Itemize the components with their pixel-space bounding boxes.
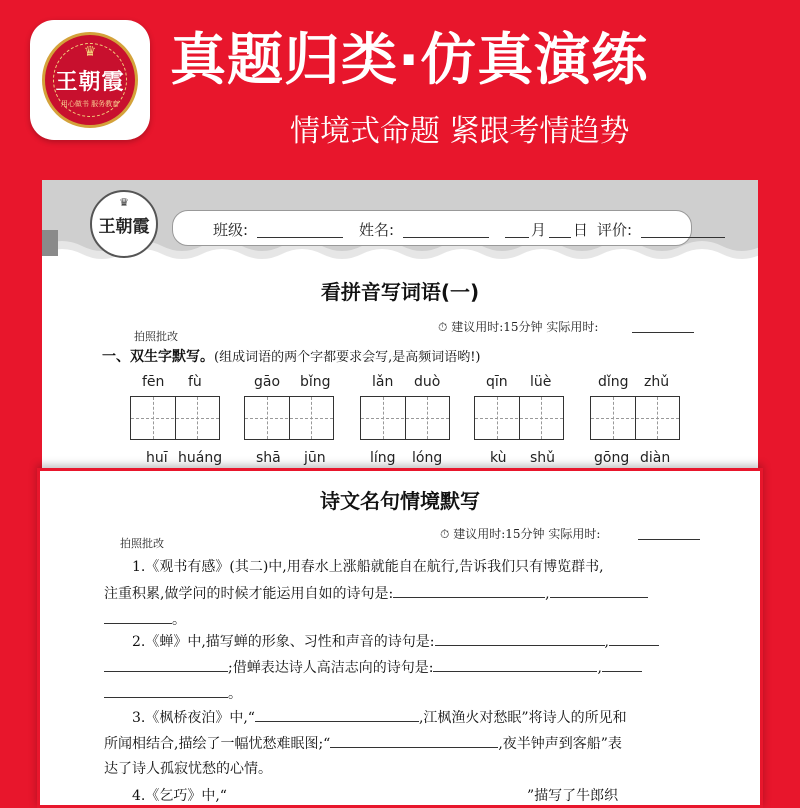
month-field[interactable] <box>505 237 529 238</box>
side-tab <box>42 230 58 256</box>
q3-line-2-a: 所闻相结合,描绘了一幅忧愁难眠图;“ <box>104 736 331 752</box>
q2-sep-2: , <box>597 660 602 676</box>
q2-blank-1[interactable] <box>435 631 605 646</box>
pinyin-8-a: líng <box>370 450 396 466</box>
q3-line-3: 达了诗人孤寂忧愁的心情。 <box>104 761 272 777</box>
pinyin-2-a: gāo <box>254 374 281 390</box>
timer-icon: ⏱ <box>440 527 450 541</box>
pinyin-9-b: shǔ <box>530 450 556 466</box>
pinyin-3-a: lǎn <box>372 374 394 390</box>
q1-line-1: 1.《观书有感》(其二)中,用春水上涨船就能自在航行,告诉我们只有博览群书, <box>132 559 604 575</box>
pinyin-10-a: gōng <box>594 450 630 466</box>
name-label: 姓名: <box>359 221 395 239</box>
poem-scan-label: 拍照批改 <box>120 537 164 550</box>
pinyin-8-b: lóng <box>412 450 443 466</box>
class-field[interactable] <box>257 237 343 238</box>
q2-line-1-text: 2.《蝉》中,描写蝉的形象、习性和声音的诗句是: <box>132 634 435 650</box>
eval-field[interactable] <box>641 237 725 238</box>
pinyin-6-b: huáng <box>178 450 223 466</box>
pinyin-3-b: duò <box>414 374 441 390</box>
time-note <box>438 318 598 335</box>
q2-mid: ;借蝉表达诗人高洁志向的诗句是: <box>228 660 434 676</box>
q4-line-1-b: ”描写了牛郎织 <box>526 788 619 804</box>
section-heading-text: 一、双生字默写。 <box>102 349 214 365</box>
writing-grid-2[interactable] <box>244 396 334 440</box>
worksheet-seal <box>90 190 158 258</box>
headline: 真题归类·仿真演练 <box>170 28 649 93</box>
day-field[interactable] <box>549 237 571 238</box>
q2-blank-2[interactable] <box>609 631 659 646</box>
timer-icon: ⏱ <box>438 320 448 334</box>
worksheet-seal-text: 王朝霞 <box>98 217 150 237</box>
q1-blank-3[interactable] <box>104 609 172 624</box>
q3-line-2-b: ,夜半钟声到客船”表 <box>498 736 622 752</box>
actual-time-field[interactable] <box>632 332 694 333</box>
q2-line-2 <box>104 657 642 678</box>
crown-icon: ♛ <box>119 196 129 209</box>
pinyin-6-a: huī <box>146 450 168 466</box>
poem-title: 诗文名句情境默写 <box>320 489 480 513</box>
logo-slogan: 用心做书 服务教育 <box>60 100 120 108</box>
writing-grid-1[interactable] <box>130 396 220 440</box>
q2-end: 。 <box>228 686 242 702</box>
pinyin-1-b: fù <box>188 374 202 390</box>
poem-page <box>37 468 763 808</box>
crown-icon: ♛ <box>83 44 97 60</box>
worksheet-page <box>42 180 758 480</box>
name-field[interactable] <box>403 237 489 238</box>
q2-blank-4[interactable] <box>433 657 597 672</box>
q3-blank-2[interactable] <box>330 733 498 748</box>
student-info-box <box>172 210 692 246</box>
q3-line-1-b: ,江枫渔火对愁眠”将诗人的所见和 <box>418 710 627 726</box>
q1-blank-1[interactable] <box>393 583 545 598</box>
poem-time-note-text: 建议用时:15分钟 实际用时: <box>453 527 601 541</box>
poem-time-note <box>440 525 600 542</box>
q2-blank-6[interactable] <box>104 683 228 698</box>
eval-label: 评价: <box>597 221 633 239</box>
section-heading <box>102 346 481 366</box>
q3-line-2 <box>104 733 622 754</box>
scan-label: 拍照批改 <box>134 330 178 343</box>
pinyin-9-a: kù <box>490 450 507 466</box>
q1-sep: , <box>545 586 550 602</box>
q4-line-1-a: 4.《乞巧》中,“ <box>132 788 227 804</box>
pinyin-7-b: jūn <box>304 450 326 466</box>
q1-line-2 <box>104 583 648 604</box>
logo-text: 王朝霞 <box>55 69 125 95</box>
writing-grid-4[interactable] <box>474 396 564 440</box>
q1-line-3 <box>104 609 186 630</box>
pinyin-4-a: qīn <box>486 374 508 390</box>
q2-line-1 <box>132 631 659 652</box>
q2-blank-3[interactable] <box>104 657 228 672</box>
pinyin-7-a: shā <box>256 450 281 466</box>
q2-line-3 <box>104 683 242 704</box>
brand-logo-tile <box>30 20 150 140</box>
section-note: (组成词语的两个字都要求会写,是高频词语哟!) <box>214 350 481 365</box>
q4-line-1 <box>132 785 618 806</box>
q1-end: 。 <box>172 612 186 628</box>
q3-line-1-a: 3.《枫桥夜泊》中,“ <box>132 710 255 726</box>
writing-grid-3[interactable] <box>360 396 450 440</box>
worksheet-title: 看拼音写词语(一) <box>320 280 480 304</box>
writing-grid-5[interactable] <box>590 396 680 440</box>
day-label: 日 <box>573 221 589 239</box>
time-note-text: 建议用时:15分钟 实际用时: <box>451 320 599 334</box>
q2-sep: , <box>604 634 609 650</box>
brand-logo-seal <box>42 32 138 128</box>
q1-line-2-text: 注重积累,做学问的时候才能运用自如的诗句是: <box>104 586 394 602</box>
q4-blank-1[interactable] <box>227 785 527 800</box>
month-label: 月 <box>531 221 547 239</box>
q2-blank-5[interactable] <box>602 657 642 672</box>
q3-blank-1[interactable] <box>255 707 419 722</box>
pinyin-4-b: lüè <box>530 374 552 390</box>
pinyin-5-a: dǐng <box>598 374 629 390</box>
q3-line-1 <box>132 707 627 728</box>
pinyin-5-b: zhǔ <box>644 374 670 390</box>
pinyin-2-b: bǐng <box>300 374 331 390</box>
class-label: 班级: <box>213 221 249 239</box>
pinyin-1-a: fēn <box>142 374 165 390</box>
poem-actual-time-field[interactable] <box>638 539 700 540</box>
pinyin-10-b: diàn <box>640 450 671 466</box>
subline: 情境式命题 紧跟考情趋势 <box>290 114 630 149</box>
q1-blank-2[interactable] <box>550 583 648 598</box>
